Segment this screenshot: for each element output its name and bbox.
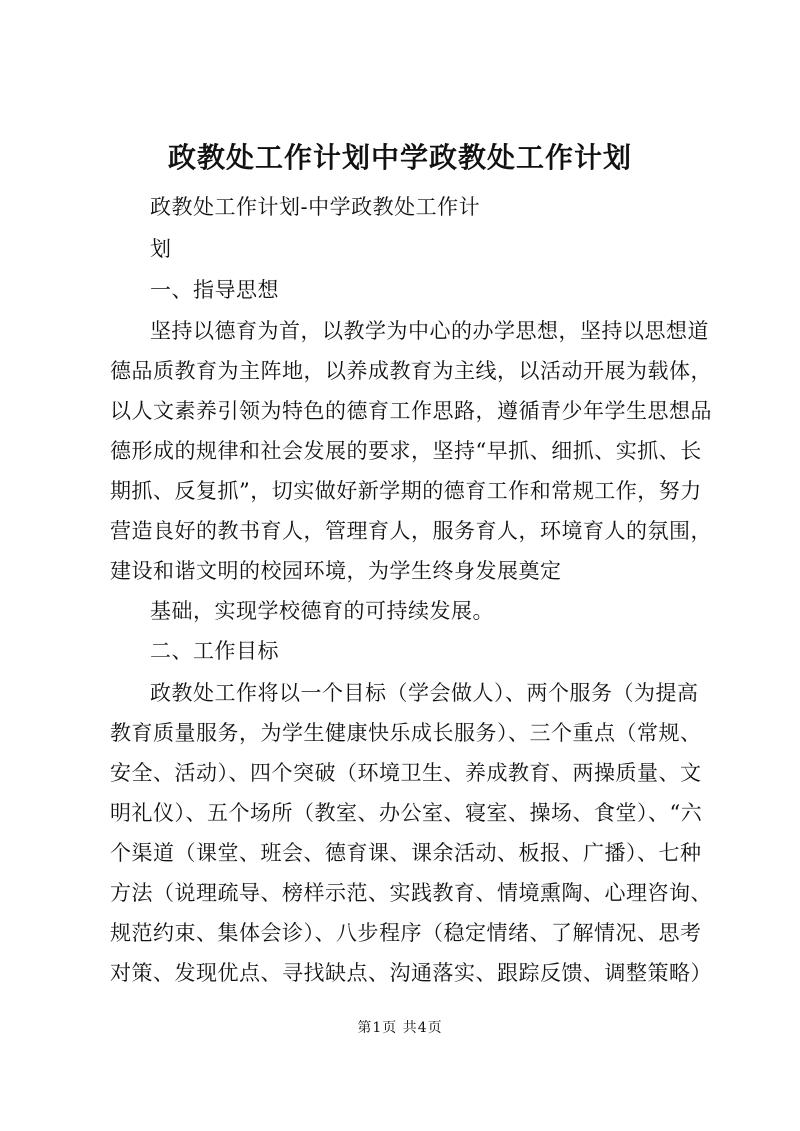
body-line: 以人文素养引领为特色的德育工作思路，遵循青少年学生思想品 bbox=[110, 399, 712, 423]
body-line: 划 bbox=[150, 237, 172, 261]
body-line: 期抓、反复抓”，切实做好新学期的德育工作和常规工作，努力 bbox=[110, 479, 702, 503]
body-line: 方法（说理疏导、榜样示范、实践教育、情境熏陶、心理咨询、 bbox=[110, 881, 712, 905]
body-line: 对策、发现优点、寻找缺点、沟通落实、跟踪反馈、调整策略） bbox=[110, 961, 712, 985]
body-line: 德品质教育为主阵地，以养成教育为主线，以活动开展为载体， bbox=[110, 359, 712, 383]
body-line: 营造良好的教书育人，管理育人，服务育人，环境育人的氛围， bbox=[110, 519, 712, 543]
body-line: 建设和谐文明的校园环境，为学生终身发展奠定 bbox=[110, 559, 562, 583]
page-number-footer: 第1页 共4页 bbox=[357, 1020, 443, 1036]
section-heading: 一、指导思想 bbox=[150, 278, 279, 302]
document-title: 政教处工作计划中学政教处工作计划 bbox=[167, 141, 632, 174]
body-line: 政教处工作将以一个目标（学会做人）、两个服务（为提高 bbox=[150, 681, 699, 705]
body-line: 明礼仪）、五个场所（教室、办公室、寝室、操场、食堂）、“六 bbox=[110, 801, 703, 825]
body-line: 政教处工作计划-中学政教处工作计 bbox=[150, 195, 481, 219]
body-line: 个渠道（课堂、班会、德育课、课余活动、板报、广播）、七种 bbox=[110, 841, 702, 865]
body-line: 德形成的规律和社会发展的要求，坚持“早抓、细抓、实抓、长 bbox=[110, 439, 702, 463]
body-line: 坚持以德育为首，以教学为中心的办学思想，坚持以思想道 bbox=[150, 319, 709, 343]
body-line: 基础，实现学校德育的可持续发展。 bbox=[150, 599, 494, 623]
section-heading: 二、工作目标 bbox=[150, 639, 279, 663]
body-line: 安全、活动）、四个突破（环境卫生、养成教育、两操质量、文 bbox=[110, 761, 702, 785]
body-line: 规范约束、集体会诊）、八步程序（稳定情绪、了解情况、思考 bbox=[110, 921, 702, 945]
body-line: 教育质量服务，为学生健康快乐成长服务）、三个重点（常规、 bbox=[110, 721, 702, 745]
